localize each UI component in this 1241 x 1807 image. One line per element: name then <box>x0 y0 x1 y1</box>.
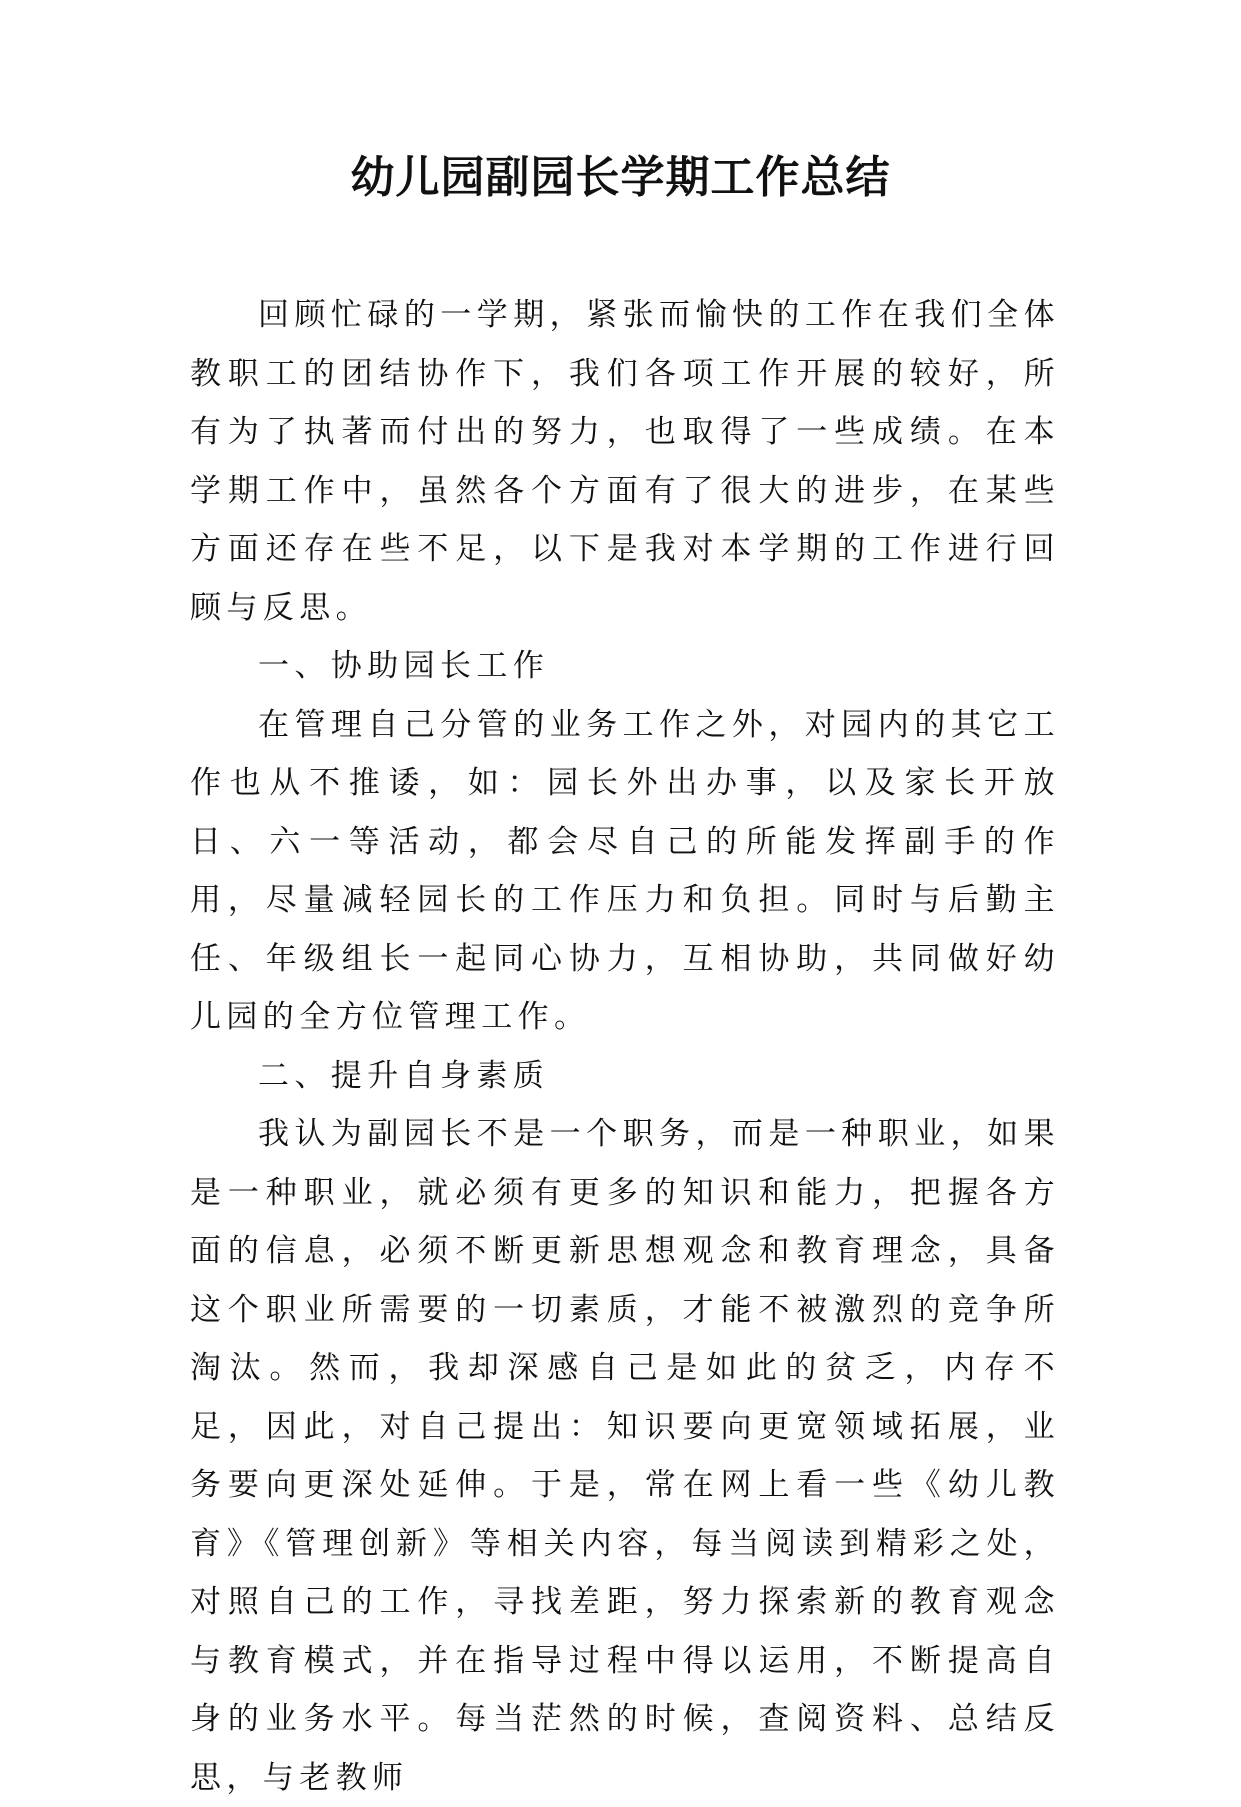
paragraph-section-2: 我认为副园长不是一个职务，而是一种职业，如果是一种职业，就必须有更多的知识和能力，把握各方面的信息，必须不断更新思想观念和教育理念，具备这个职业所需要的一切素质，才能不被激烈的竞争所淘汰。然而，我却深感自己是如此的贫乏，内存不足，因此，对自己提出：知识要向更宽领域拓展，业务要向更深处延伸。于是，常在网上看一些《幼儿教育》《管理创新》等相关内容，每当阅读到精彩之处，对照自己的工作，寻找差距，努力探索新的教育观念与教育模式，并在指导过程中得以运用，不断提高自身的业务水平。每当茫然的时候，查阅资料、总结反思，与老教师 <box>190 1116 1060 1796</box>
document-body <box>190 286 1060 1807</box>
paragraph-section-1: 在管理自己分管的业务工作之外，对园内的其它工作也从不推诿，如：园长外出办事，以及家长开放日、六一等活动，都会尽自己的所能发挥副手的作用，尽量减轻园长的工作压力和负担。同时与后勤主任、年级组长一起同心协力，互相协助，共同做好幼儿园的全方位管理工作。 <box>190 706 1060 1035</box>
section-heading-2: 二、提升自身素质 <box>258 1057 550 1094</box>
section-heading-1: 一、协助园长工作 <box>258 648 550 684</box>
document-title: 幼儿园副园长学期工作总结 <box>350 152 891 203</box>
paragraph-intro: 回顾忙碌的一学期，紧张而愉快的工作在我们全体教职工的团结协作下，我们各项工作开展的较好，所有为了执著而付出的努力，也取得了一些成绩。在本学期工作中，虽然各个方面有了很大的进步，在某些方面还存在些不足，以下是我对本学期的工作进行回顾与反思。 <box>190 297 1060 626</box>
